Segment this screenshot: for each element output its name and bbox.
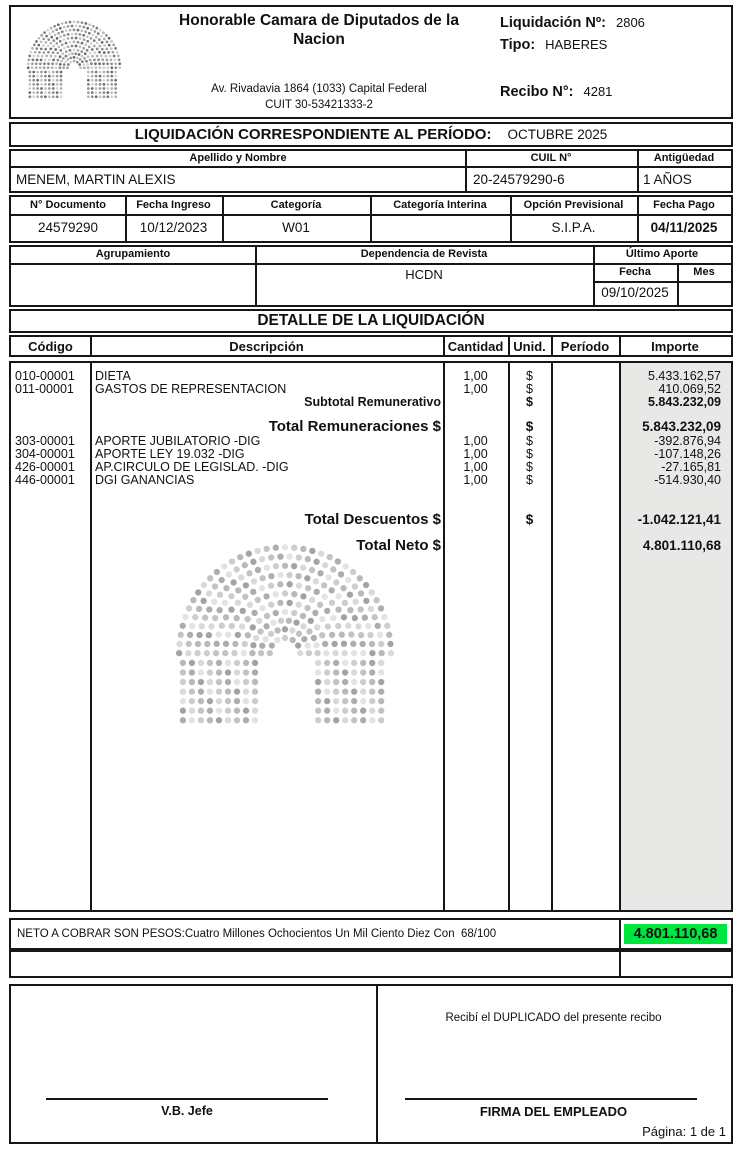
cell-codigo bbox=[15, 511, 86, 528]
cell-codigo bbox=[15, 537, 86, 554]
liquidacion-number bbox=[500, 15, 645, 31]
cell-cantidad: 1,00 bbox=[463, 473, 488, 487]
divider bbox=[593, 281, 731, 283]
documento-value: 24579290 bbox=[37, 220, 99, 235]
cell-unid: $ bbox=[526, 473, 533, 487]
cell-cantidad: 1,00 bbox=[463, 382, 488, 396]
cell-periodo bbox=[551, 435, 619, 448]
cell-periodo bbox=[551, 383, 619, 396]
col-header-importe: Importe bbox=[651, 339, 699, 354]
header-box bbox=[9, 5, 733, 119]
empty-row bbox=[9, 950, 733, 978]
categoria-interina-label: Categoría Interina bbox=[393, 199, 487, 211]
org-address bbox=[129, 81, 509, 113]
cell-periodo bbox=[551, 448, 619, 461]
fecha-ingreso-value: 10/12/2023 bbox=[139, 220, 208, 235]
signature-section bbox=[9, 984, 733, 1144]
cell-codigo bbox=[15, 396, 86, 409]
cell-codigo: 426-00001 bbox=[15, 460, 75, 474]
cell-cantidad: 1,00 bbox=[463, 369, 488, 383]
col-header-codigo: Código bbox=[28, 339, 73, 354]
tipo bbox=[500, 37, 607, 53]
org-address-line1: Av. Rivadavia 1864 (1033) Capital Federal bbox=[211, 83, 427, 95]
dependencia-value: HCDN bbox=[405, 267, 443, 282]
signature-line-empleado bbox=[405, 1098, 697, 1100]
hcdn-dotted-dome-logo-icon bbox=[27, 12, 121, 100]
detalle-title: DETALLE DE LA LIQUIDACIÓN bbox=[257, 312, 485, 329]
cell-unid: $ bbox=[526, 460, 533, 474]
periodo-label: LIQUIDACIÓN CORRESPONDIENTE AL PERÍODO: bbox=[134, 126, 492, 143]
cell-unid: $ bbox=[525, 512, 534, 527]
col-header-unid: Unid. bbox=[513, 339, 546, 354]
cell-cantidad bbox=[443, 537, 508, 554]
cell-codigo: 304-00001 bbox=[15, 447, 75, 461]
org-title-line1: Honorable Camara de Diputados de la bbox=[179, 12, 459, 29]
cell-cantidad: 1,00 bbox=[463, 460, 488, 474]
signature-line-jefe bbox=[46, 1098, 328, 1100]
firma-empleado-label: FIRMA DEL EMPLEADO bbox=[479, 1104, 628, 1119]
cell-descripcion: Total Neto $ bbox=[356, 537, 441, 554]
cell-unid bbox=[508, 537, 551, 554]
documento-label: N° Documento bbox=[30, 199, 106, 211]
liquidacion-value: 2806 bbox=[615, 15, 645, 30]
cell-importe: 5.433.162,57 bbox=[648, 369, 721, 383]
cell-importe: 410.069,52 bbox=[658, 382, 721, 396]
cell-descripcion: APORTE JUBILATORIO -DIG bbox=[95, 434, 261, 448]
cell-descripcion: DIETA bbox=[95, 369, 131, 383]
categoria-label: Categoría bbox=[270, 199, 322, 211]
cuil-label: CUIL N° bbox=[530, 152, 572, 164]
vb-jefe-label: V.B. Jefe bbox=[161, 1104, 213, 1118]
detalle-header-row bbox=[9, 335, 733, 357]
cell-cantidad bbox=[443, 418, 508, 435]
cell-periodo bbox=[551, 511, 619, 528]
cell-descripcion: DGI GANANCIAS bbox=[95, 473, 195, 487]
cell-cantidad bbox=[443, 511, 508, 528]
divider bbox=[11, 166, 731, 168]
cuil-value: 20-24579290-6 bbox=[473, 172, 565, 187]
fecha-ingreso-label: Fecha Ingreso bbox=[136, 199, 211, 211]
cell-codigo bbox=[15, 418, 86, 435]
cell-descripcion: Subtotal Remunerativo bbox=[304, 395, 441, 409]
cell-descripcion: Total Descuentos $ bbox=[304, 511, 441, 528]
detalle-body bbox=[9, 361, 733, 912]
cell-periodo bbox=[551, 396, 619, 409]
tipo-value: HABERES bbox=[545, 37, 608, 52]
neto-amount-highlight: 4.801.110,68 bbox=[624, 924, 727, 944]
periodo-bar bbox=[9, 122, 733, 147]
divider bbox=[11, 263, 731, 265]
recibo-label: Recibo N°: bbox=[500, 84, 574, 100]
ultimo-aporte-fecha-value: 09/10/2025 bbox=[601, 285, 669, 300]
table-row bbox=[11, 537, 731, 554]
tipo-label: Tipo: bbox=[500, 37, 536, 53]
dependencia-label: Dependencia de Revista bbox=[360, 248, 488, 260]
cell-cantidad: 1,00 bbox=[463, 434, 488, 448]
neto-text: NETO A COBRAR SON PESOS:Cuatro Millones Ochocientos Un Mil Ciento Diez Con 68/100 bbox=[17, 928, 497, 940]
ultimo-aporte-fecha-label: Fecha bbox=[619, 266, 651, 278]
cell-unid: $ bbox=[526, 369, 533, 383]
employee-revista-table bbox=[9, 245, 733, 307]
periodo-value: OCTUBRE 2025 bbox=[507, 127, 608, 142]
opcion-previsional-label: Opción Previsional bbox=[523, 199, 624, 211]
cell-codigo: 010-00001 bbox=[15, 369, 75, 383]
divider bbox=[619, 952, 621, 976]
cell-descripcion: GASTOS DE REPRESENTACION bbox=[95, 382, 287, 396]
cell-importe: -392.876,94 bbox=[654, 434, 721, 448]
ultimo-aporte-mes-label: Mes bbox=[693, 266, 715, 278]
col-header-periodo: Período bbox=[560, 339, 610, 354]
employee-name-table bbox=[9, 149, 733, 193]
cell-periodo bbox=[551, 370, 619, 383]
cell-cantidad: 1,00 bbox=[463, 447, 488, 461]
divider bbox=[619, 920, 621, 948]
table-row bbox=[11, 474, 731, 487]
cell-unid: $ bbox=[526, 434, 533, 448]
cell-descripcion: APORTE LEY 19.032 -DIG bbox=[95, 447, 245, 461]
antiguedad-value: 1 AÑOS bbox=[643, 172, 692, 187]
cell-importe: -514.930,40 bbox=[654, 473, 721, 487]
liquidacion-label: Liquidación Nº: bbox=[500, 15, 606, 31]
cell-periodo bbox=[551, 537, 619, 554]
categoria-value: W01 bbox=[282, 220, 310, 235]
recibi-text: Recibí el DUPLICADO del presente recibo bbox=[445, 1012, 662, 1024]
org-title-line2: Nacion bbox=[293, 31, 345, 48]
detalle-title-bar bbox=[9, 309, 733, 333]
cell-importe: 5.843.232,09 bbox=[648, 395, 721, 409]
org-title bbox=[129, 11, 509, 49]
opcion-previsional-value: S.I.P.A. bbox=[551, 220, 596, 235]
ultimo-aporte-label: Último Aporte bbox=[625, 248, 699, 260]
cell-periodo bbox=[551, 474, 619, 487]
fecha-pago-value: 04/11/2025 bbox=[650, 220, 718, 235]
col-header-descripcion: Descripción bbox=[229, 339, 304, 354]
detalle-body-rows bbox=[11, 363, 731, 910]
cell-descripcion: AP.CIRCULO DE LEGISLAD. -DIG bbox=[95, 460, 289, 474]
cell-unid: $ bbox=[526, 395, 533, 409]
table-row bbox=[11, 418, 731, 435]
cell-importe: -107.148,26 bbox=[654, 447, 721, 461]
antiguedad-label: Antigüedad bbox=[653, 152, 715, 164]
recibo-number bbox=[500, 84, 612, 100]
cell-importe: -1.042.121,41 bbox=[637, 512, 721, 527]
cell-unid: $ bbox=[525, 419, 534, 434]
page-indicator: Página: 1 de 1 bbox=[642, 1124, 726, 1139]
apellido-value: MENEM, MARTIN ALEXIS bbox=[16, 172, 176, 187]
fecha-pago-label: Fecha Pago bbox=[653, 199, 715, 211]
col-header-cantidad: Cantidad bbox=[447, 339, 504, 354]
table-row bbox=[11, 396, 731, 409]
cell-periodo bbox=[551, 418, 619, 435]
apellido-label: Apellido y Nombre bbox=[189, 152, 287, 164]
cell-descripcion: Total Remuneraciones $ bbox=[268, 418, 441, 435]
recibo-value: 4281 bbox=[583, 84, 613, 99]
cell-unid: $ bbox=[526, 447, 533, 461]
agrupamiento-label: Agrupamiento bbox=[95, 248, 171, 260]
cell-codigo: 011-00001 bbox=[15, 382, 74, 396]
table-row bbox=[11, 511, 731, 528]
cell-periodo bbox=[551, 461, 619, 474]
cell-codigo: 303-00001 bbox=[15, 434, 75, 448]
cell-importe: -27.165,81 bbox=[661, 460, 721, 474]
neto-row bbox=[9, 918, 733, 950]
cell-cantidad bbox=[443, 396, 508, 409]
cell-codigo: 446-00001 bbox=[15, 473, 75, 487]
cell-importe: 5.843.232,09 bbox=[642, 419, 721, 434]
org-address-line2: CUIT 30-53421333-2 bbox=[265, 99, 373, 111]
cell-importe: 4.801.110,68 bbox=[642, 538, 721, 553]
cell-unid: $ bbox=[526, 382, 533, 396]
employee-data-table bbox=[9, 195, 733, 243]
